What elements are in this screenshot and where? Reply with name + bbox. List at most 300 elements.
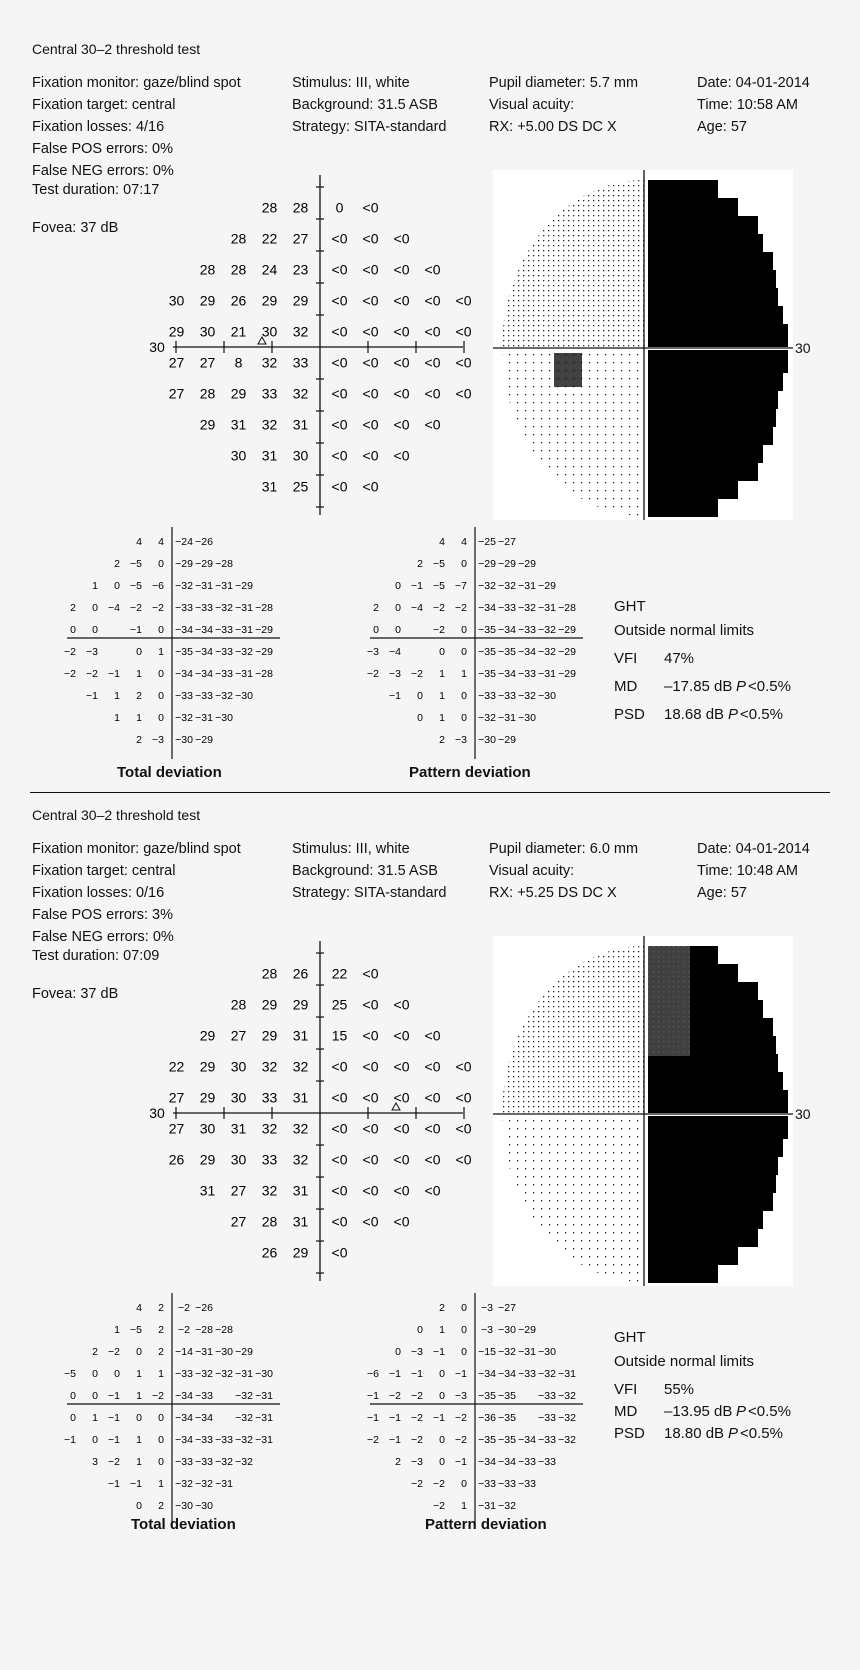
deviation-value: −31 bbox=[215, 580, 233, 592]
deviation-value: −3 bbox=[455, 1390, 467, 1402]
deviation-value: −33 bbox=[538, 1412, 556, 1424]
deviation-value: 1 bbox=[114, 712, 120, 724]
deviation-value: −5 bbox=[433, 580, 445, 592]
deviation-value: 0 bbox=[461, 558, 467, 570]
pattern-deviation-label: Pattern deviation bbox=[425, 1516, 547, 1533]
date-info-line: Date: 04-01-2014 bbox=[697, 841, 810, 857]
deviation-value: −29 bbox=[518, 558, 536, 570]
threshold-value: 33 bbox=[292, 354, 309, 371]
deviation-value: 1 bbox=[114, 690, 120, 702]
threshold-value: 29 bbox=[292, 996, 309, 1013]
threshold-value: 32 bbox=[292, 1120, 309, 1137]
threshold-value: 28 bbox=[230, 261, 247, 278]
deviation-value: −1 bbox=[433, 1412, 445, 1424]
deviation-value: −1 bbox=[108, 1390, 120, 1402]
deviation-value: 2 bbox=[417, 558, 423, 570]
deviation-value: −29 bbox=[195, 734, 213, 746]
deviation-value: −29 bbox=[255, 624, 273, 636]
deviation-value: 0 bbox=[136, 1500, 142, 1512]
deviation-value: 1 bbox=[439, 712, 445, 724]
deviation-value: −3 bbox=[389, 668, 401, 680]
deviation-value: −35 bbox=[498, 1434, 516, 1446]
threshold-value: 32 bbox=[292, 323, 309, 340]
deviation-value: −31 bbox=[235, 668, 253, 680]
deviation-value: 1 bbox=[158, 1478, 164, 1490]
deviation-value: −33 bbox=[538, 1434, 556, 1446]
threshold-value: <0 bbox=[331, 1213, 348, 1230]
deviation-value: 0 bbox=[395, 624, 401, 636]
deviation-value: 0 bbox=[158, 690, 164, 702]
deviation-value: −2 bbox=[455, 602, 467, 614]
stimulus-info-line: Stimulus: III, white bbox=[292, 75, 410, 91]
threshold-value: <0 bbox=[455, 354, 472, 371]
threshold-value: 29 bbox=[292, 1244, 309, 1261]
deviation-value: 1 bbox=[136, 668, 142, 680]
deviation-value: 1 bbox=[158, 1368, 164, 1380]
threshold-value: <0 bbox=[393, 1120, 410, 1137]
deviation-value: −29 bbox=[498, 558, 516, 570]
threshold-value: 27 bbox=[168, 385, 185, 402]
threshold-value: 27 bbox=[230, 1027, 247, 1044]
deviation-value: −32 bbox=[215, 602, 233, 614]
threshold-value: 32 bbox=[261, 1058, 278, 1075]
p-value: <0.5% bbox=[740, 706, 783, 723]
deviation-value: −31 bbox=[538, 668, 556, 680]
deviation-value: −25 bbox=[478, 536, 496, 548]
deviation-value: −31 bbox=[255, 1390, 273, 1402]
threshold-value: <0 bbox=[424, 416, 441, 433]
threshold-value: <0 bbox=[362, 261, 379, 278]
deviation-value: −2 bbox=[389, 1390, 401, 1402]
deviation-value: 2 bbox=[158, 1302, 164, 1314]
threshold-value: 27 bbox=[292, 230, 309, 247]
threshold-value: 28 bbox=[230, 230, 247, 247]
deviation-value: −32 bbox=[175, 712, 193, 724]
deviation-value: −1 bbox=[367, 1412, 379, 1424]
psd-value: 18.80 dB bbox=[664, 1425, 725, 1442]
deviation-value: −32 bbox=[558, 1434, 576, 1446]
threshold-value: <0 bbox=[362, 416, 379, 433]
deviation-value: −31 bbox=[215, 1478, 233, 1490]
fixation-info-line: Fixation target: central bbox=[32, 97, 176, 113]
deviation-value: −31 bbox=[255, 1434, 273, 1446]
deviation-value: −3 bbox=[367, 646, 379, 658]
deviation-value: −1 bbox=[389, 690, 401, 702]
deviation-value: −34 bbox=[478, 602, 496, 614]
deviation-value: −33 bbox=[175, 602, 193, 614]
threshold-value: <0 bbox=[424, 1151, 441, 1168]
deviation-value: 0 bbox=[461, 1324, 467, 1336]
threshold-value: <0 bbox=[362, 478, 379, 495]
deviation-value: −1 bbox=[455, 1456, 467, 1468]
deviation-value: −5 bbox=[433, 558, 445, 570]
stimulus-info-line: Background: 31.5 ASB bbox=[292, 97, 438, 113]
deviation-value: −2 bbox=[411, 1434, 423, 1446]
threshold-value: <0 bbox=[362, 1151, 379, 1168]
deviation-value: −32 bbox=[518, 690, 536, 702]
md-label: MD bbox=[614, 678, 638, 695]
deviation-value: −2 bbox=[411, 1390, 423, 1402]
deviation-value: −2 bbox=[108, 1346, 120, 1358]
threshold-value: <0 bbox=[393, 385, 410, 402]
threshold-value: <0 bbox=[424, 323, 441, 340]
threshold-value: <0 bbox=[331, 323, 348, 340]
threshold-value: <0 bbox=[455, 292, 472, 309]
threshold-value: <0 bbox=[331, 292, 348, 309]
deviation-value: −26 bbox=[195, 536, 213, 548]
deviation-value: −29 bbox=[195, 558, 213, 570]
threshold-value: <0 bbox=[393, 292, 410, 309]
deviation-value: 1 bbox=[92, 580, 98, 592]
threshold-value: 22 bbox=[331, 965, 348, 982]
threshold-value: <0 bbox=[393, 1182, 410, 1199]
threshold-value: <0 bbox=[362, 1027, 379, 1044]
deviation-value: −1 bbox=[433, 1346, 445, 1358]
threshold-value: 26 bbox=[292, 965, 309, 982]
deviation-value: −33 bbox=[518, 1478, 536, 1490]
deviation-value: −2 bbox=[455, 1412, 467, 1424]
deviation-value: −35 bbox=[175, 646, 193, 658]
deviation-value: −4 bbox=[411, 602, 423, 614]
vfi-label: VFI bbox=[614, 1381, 638, 1398]
deviation-value: 2 bbox=[136, 690, 142, 702]
fixation-info-line: Test duration: 07:09 bbox=[32, 948, 160, 964]
deviation-value: −34 bbox=[175, 624, 193, 636]
deviation-value: −1 bbox=[64, 1434, 76, 1446]
deviation-value: −33 bbox=[538, 1456, 556, 1468]
deviation-value: −31 bbox=[235, 1368, 253, 1380]
deviation-value: −30 bbox=[255, 1368, 273, 1380]
pattern-deviation-label: Pattern deviation bbox=[409, 764, 531, 781]
deviation-value: −34 bbox=[175, 668, 193, 680]
threshold-value: 27 bbox=[168, 354, 185, 371]
deviation-value: −30 bbox=[498, 1324, 516, 1336]
visual-field-report-2 bbox=[0, 766, 860, 1533]
deviation-value: 2 bbox=[158, 1346, 164, 1358]
blind-spot-dark bbox=[554, 353, 582, 387]
threshold-value: 30 bbox=[230, 1058, 247, 1075]
threshold-value: 32 bbox=[292, 1058, 309, 1075]
threshold-value: <0 bbox=[362, 996, 379, 1013]
threshold-value: 32 bbox=[292, 385, 309, 402]
deviation-value: 0 bbox=[158, 624, 164, 636]
deviation-value: −1 bbox=[108, 668, 120, 680]
deviation-value: −34 bbox=[498, 1368, 516, 1380]
deviation-value: 0 bbox=[92, 1390, 98, 1402]
threshold-value: 29 bbox=[199, 1027, 216, 1044]
threshold-value: <0 bbox=[455, 1120, 472, 1137]
deviation-value: 0 bbox=[158, 668, 164, 680]
deviation-value: −32 bbox=[498, 580, 516, 592]
deviation-value: −34 bbox=[498, 624, 516, 636]
deviation-value: −2 bbox=[64, 646, 76, 658]
threshold-value: 22 bbox=[261, 230, 278, 247]
threshold-value: <0 bbox=[331, 385, 348, 402]
deviation-value: −35 bbox=[478, 646, 496, 658]
deviation-value: −30 bbox=[538, 1346, 556, 1358]
deviation-value: −32 bbox=[235, 1390, 253, 1402]
deviation-value: −1 bbox=[389, 1412, 401, 1424]
threshold-value: <0 bbox=[331, 416, 348, 433]
deviation-value: 4 bbox=[461, 536, 467, 548]
deviation-value: 1 bbox=[92, 1412, 98, 1424]
deviation-value: −24 bbox=[175, 536, 193, 548]
deviation-value: −31 bbox=[195, 580, 213, 592]
p-symbol: P bbox=[736, 678, 747, 695]
deviation-value: −34 bbox=[195, 646, 213, 658]
deviation-value: 2 bbox=[373, 602, 379, 614]
ght-result: Outside normal limits bbox=[614, 1353, 755, 1370]
deviation-value: 1 bbox=[136, 712, 142, 724]
deviation-value: 0 bbox=[114, 580, 120, 592]
threshold-value: <0 bbox=[393, 1058, 410, 1075]
deviation-value: −34 bbox=[478, 1368, 496, 1380]
threshold-value: 27 bbox=[168, 1120, 185, 1137]
deviation-value: −3 bbox=[152, 734, 164, 746]
deviation-value: −2 bbox=[411, 668, 423, 680]
deviation-value: −33 bbox=[195, 1390, 213, 1402]
threshold-value: 33 bbox=[261, 1151, 278, 1168]
threshold-value: 29 bbox=[199, 1151, 216, 1168]
deviation-value: −2 bbox=[178, 1324, 190, 1336]
threshold-value: <0 bbox=[393, 230, 410, 247]
deviation-value: 0 bbox=[461, 690, 467, 702]
deviation-value: −32 bbox=[235, 1412, 253, 1424]
deviation-value: 0 bbox=[70, 624, 76, 636]
threshold-value: 31 bbox=[292, 416, 309, 433]
threshold-value: 15 bbox=[331, 1027, 348, 1044]
deviation-value: 0 bbox=[92, 1368, 98, 1380]
threshold-value: <0 bbox=[455, 385, 472, 402]
deviation-value: −29 bbox=[235, 580, 253, 592]
deviation-value: −31 bbox=[538, 602, 556, 614]
deviation-value: −35 bbox=[478, 1390, 496, 1402]
threshold-value: 32 bbox=[261, 354, 278, 371]
threshold-value: 24 bbox=[261, 261, 278, 278]
grayscale-axis-label: 30 bbox=[795, 340, 811, 356]
threshold-value: <0 bbox=[424, 261, 441, 278]
deviation-value: −31 bbox=[518, 580, 536, 592]
deviation-value: −33 bbox=[478, 1478, 496, 1490]
deviation-value: 0 bbox=[70, 1390, 76, 1402]
p-value: <0.5% bbox=[748, 678, 791, 695]
psd-value: 18.68 dB bbox=[664, 706, 725, 723]
deviation-value: −33 bbox=[215, 624, 233, 636]
deviation-value: −1 bbox=[367, 1390, 379, 1402]
threshold-value: <0 bbox=[331, 1151, 348, 1168]
md-value: –13.95 dB bbox=[664, 1403, 733, 1420]
threshold-value: <0 bbox=[393, 323, 410, 340]
threshold-value: 29 bbox=[168, 323, 185, 340]
deviation-value: 2 bbox=[136, 734, 142, 746]
psd-label: PSD bbox=[614, 1425, 645, 1442]
deviation-value: −34 bbox=[175, 1412, 193, 1424]
threshold-value: 28 bbox=[261, 965, 278, 982]
deviation-value: 0 bbox=[158, 1456, 164, 1468]
deviation-value: −35 bbox=[498, 1390, 516, 1402]
deviation-value: 0 bbox=[158, 1434, 164, 1446]
deviation-value: −31 bbox=[518, 1346, 536, 1358]
threshold-value: 32 bbox=[261, 1182, 278, 1199]
threshold-value: <0 bbox=[362, 385, 379, 402]
deviation-value: 2 bbox=[395, 1456, 401, 1468]
deviation-value: −29 bbox=[558, 668, 576, 680]
threshold-value: 28 bbox=[292, 199, 309, 216]
deviation-value: −29 bbox=[478, 558, 496, 570]
deviation-value: −28 bbox=[195, 1324, 213, 1336]
fixation-info-line: False NEG errors: 0% bbox=[32, 163, 174, 179]
threshold-value: 31 bbox=[261, 478, 278, 495]
deviation-value: −33 bbox=[215, 668, 233, 680]
deviation-value: −2 bbox=[178, 1302, 190, 1314]
deviation-value: −4 bbox=[389, 646, 401, 658]
threshold-value: 26 bbox=[168, 1151, 185, 1168]
deviation-value: −32 bbox=[478, 712, 496, 724]
threshold-value: 31 bbox=[261, 447, 278, 464]
deviation-value: 0 bbox=[461, 1346, 467, 1358]
deviation-value: −30 bbox=[215, 1346, 233, 1358]
p-symbol: P bbox=[736, 1403, 747, 1420]
deviation-value: −1 bbox=[86, 690, 98, 702]
threshold-value: <0 bbox=[331, 447, 348, 464]
pupil-info-line: Pupil diameter: 5.7 mm bbox=[489, 75, 639, 91]
deviation-value: −2 bbox=[64, 668, 76, 680]
threshold-value: 31 bbox=[230, 1120, 247, 1137]
threshold-value: <0 bbox=[331, 1182, 348, 1199]
deviation-value: 1 bbox=[439, 690, 445, 702]
threshold-value: <0 bbox=[362, 199, 379, 216]
deviation-value: −28 bbox=[215, 558, 233, 570]
vfi-label: VFI bbox=[614, 650, 638, 667]
deviation-value: 0 bbox=[92, 624, 98, 636]
deviation-value: −30 bbox=[538, 690, 556, 702]
deviation-value: 0 bbox=[373, 624, 379, 636]
deviation-value: −33 bbox=[215, 1434, 233, 1446]
deviation-value: −32 bbox=[538, 646, 556, 658]
p-value: <0.5% bbox=[748, 1403, 791, 1420]
deviation-value: 0 bbox=[136, 1346, 142, 1358]
threshold-value: 29 bbox=[292, 292, 309, 309]
threshold-value: 30 bbox=[230, 1151, 247, 1168]
deviation-value: −29 bbox=[498, 734, 516, 746]
threshold-value: 28 bbox=[230, 996, 247, 1013]
deviation-value: 0 bbox=[439, 1368, 445, 1380]
deviation-value: −35 bbox=[498, 646, 516, 658]
deviation-value: 0 bbox=[461, 646, 467, 658]
fixation-info-line: False POS errors: 0% bbox=[32, 141, 174, 157]
threshold-value: <0 bbox=[331, 261, 348, 278]
deviation-value: 2 bbox=[114, 558, 120, 570]
threshold-value: <0 bbox=[455, 1089, 472, 1106]
deviation-value: 0 bbox=[439, 1390, 445, 1402]
deviation-value: 1 bbox=[439, 668, 445, 680]
deviation-value: −31 bbox=[478, 1500, 496, 1512]
deviation-value: 0 bbox=[439, 1456, 445, 1468]
deviation-value: −4 bbox=[108, 602, 120, 614]
threshold-value: 33 bbox=[261, 1089, 278, 1106]
grayscale-plot bbox=[493, 936, 793, 1286]
test-title: Central 30–2 threshold test bbox=[32, 807, 201, 823]
deviation-value: 0 bbox=[417, 1324, 423, 1336]
threshold-value: 31 bbox=[292, 1027, 309, 1044]
deviation-value: 1 bbox=[136, 1434, 142, 1446]
threshold-value: <0 bbox=[331, 1089, 348, 1106]
deviation-value: −32 bbox=[558, 1412, 576, 1424]
deviation-value: 0 bbox=[461, 1478, 467, 1490]
deviation-value: −1 bbox=[411, 580, 423, 592]
deviation-value: −32 bbox=[558, 1390, 576, 1402]
threshold-value: <0 bbox=[393, 1151, 410, 1168]
threshold-value: <0 bbox=[424, 1089, 441, 1106]
deviation-value: −32 bbox=[498, 1500, 516, 1512]
deviation-value: −34 bbox=[518, 1434, 536, 1446]
deviation-value: −31 bbox=[235, 602, 253, 614]
threshold-value: 28 bbox=[261, 1213, 278, 1230]
threshold-value: <0 bbox=[424, 1027, 441, 1044]
threshold-value: <0 bbox=[393, 354, 410, 371]
deviation-value: −32 bbox=[195, 1478, 213, 1490]
deviation-value: −2 bbox=[108, 1456, 120, 1468]
date-info-line: Date: 04-01-2014 bbox=[697, 75, 810, 91]
deviation-value: −31 bbox=[195, 712, 213, 724]
ght-label: GHT bbox=[614, 1329, 646, 1346]
deviation-value: −1 bbox=[389, 1368, 401, 1380]
threshold-value: 25 bbox=[331, 996, 348, 1013]
deviation-value: −30 bbox=[215, 712, 233, 724]
fovea-value: Fovea: 37 dB bbox=[32, 986, 119, 1002]
deviation-value: 0 bbox=[136, 646, 142, 658]
md-value: –17.85 dB bbox=[664, 678, 733, 695]
deviation-value: −30 bbox=[478, 734, 496, 746]
deviation-value: −27 bbox=[498, 536, 516, 548]
deviation-value: −3 bbox=[455, 734, 467, 746]
pupil-info-line: RX: +5.00 DS DC X bbox=[489, 119, 617, 135]
deviation-value: −33 bbox=[498, 690, 516, 702]
threshold-value: <0 bbox=[331, 1244, 348, 1261]
total-deviation-label: Total deviation bbox=[131, 1516, 236, 1533]
deviation-value: −26 bbox=[195, 1302, 213, 1314]
threshold-value: <0 bbox=[362, 1213, 379, 1230]
deviation-value: −1 bbox=[389, 1434, 401, 1446]
deviation-value: −32 bbox=[235, 646, 253, 658]
deviation-value: 4 bbox=[158, 536, 164, 548]
threshold-value: 31 bbox=[292, 1213, 309, 1230]
deviation-value: 1 bbox=[461, 668, 467, 680]
threshold-value: 27 bbox=[199, 354, 216, 371]
deviation-value: 0 bbox=[158, 558, 164, 570]
deviation-value: −33 bbox=[518, 1456, 536, 1468]
threshold-value: <0 bbox=[393, 1213, 410, 1230]
threshold-value: 29 bbox=[199, 416, 216, 433]
threshold-value: 29 bbox=[261, 292, 278, 309]
deviation-value: −32 bbox=[215, 1368, 233, 1380]
pattern-deviation-plot bbox=[355, 527, 605, 767]
threshold-value: <0 bbox=[424, 1058, 441, 1075]
deviation-value: −3 bbox=[86, 646, 98, 658]
threshold-value: 26 bbox=[230, 292, 247, 309]
deviation-value: −29 bbox=[518, 1324, 536, 1336]
deviation-value: 1 bbox=[158, 646, 164, 658]
deviation-value: −32 bbox=[235, 1434, 253, 1446]
deviation-value: −32 bbox=[518, 602, 536, 614]
threshold-value: 26 bbox=[261, 1244, 278, 1261]
deviation-value: −3 bbox=[411, 1346, 423, 1358]
threshold-value: 0 bbox=[335, 199, 344, 216]
fixation-info-line: False POS errors: 3% bbox=[32, 907, 174, 923]
deviation-value: −27 bbox=[498, 1302, 516, 1314]
deviation-value: 1 bbox=[439, 1324, 445, 1336]
deviation-value: −34 bbox=[175, 1434, 193, 1446]
